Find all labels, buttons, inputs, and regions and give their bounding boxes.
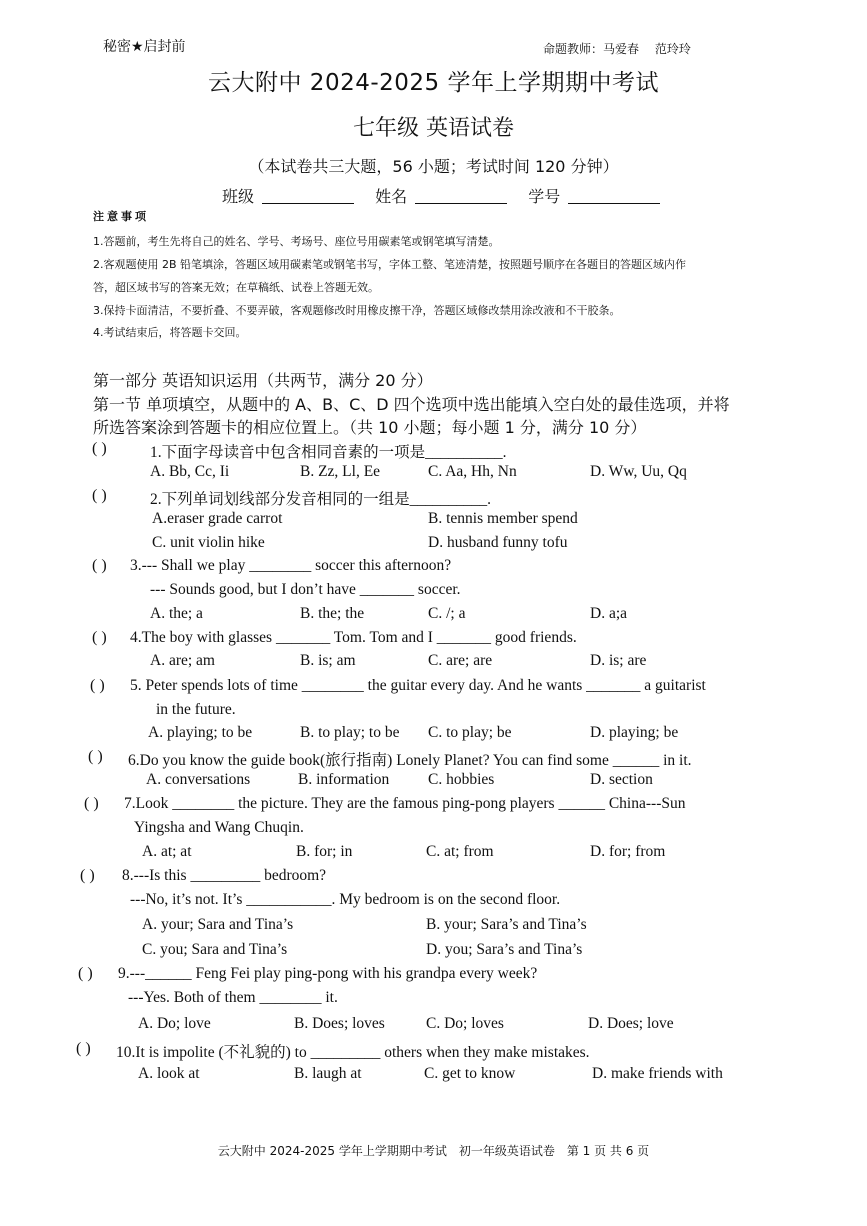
answer-option: B. laugh at (294, 1065, 362, 1082)
number-blank (568, 189, 660, 204)
note-line: 4.考试结束后，将答题卡交回。 (93, 326, 247, 339)
answer-paren: ( ) (90, 677, 105, 694)
answer-option: A. Do; love (138, 1015, 211, 1032)
section-instruction: 第一节 单项填空，从题中的 A、B、C、D 四个选项中选出能填入空白处的最佳选项，并将 (93, 395, 730, 414)
class-label: 班级 (222, 187, 255, 206)
answer-option: B. to play; to be (300, 724, 400, 741)
section-instruction: 所选答案涂到答题卡的相应位置上。（共 10 小题；每小题 1 分，满分 10 分） (93, 418, 647, 437)
answer-option: C. to play; be (428, 724, 512, 741)
question-text: 6.Do you know the guide book(旅行指南) Lonely Planet? You can find some ______ in it. (128, 752, 692, 769)
answer-option: A. look at (138, 1065, 200, 1082)
note-line: 答，超区域书写的答案无效；在草稿纸、试卷上答题无效。 (93, 281, 379, 294)
note-line: 1.答题前，考生先将自己的姓名、学号、考场号、座位号用碳素笔或钢笔填写清楚。 (93, 235, 500, 248)
question-text: ---No, it’s not. It’s ___________. My bedroom is on the second floor. (130, 891, 561, 908)
question-text: Yingsha and Wang Chuqin. (134, 819, 304, 836)
page-footer: 云大附中 2024-2025 学年上学期期中考试 初一年级英语试卷 第 1 页 共 6 页 (217, 1144, 650, 1158)
answer-option: C. /; a (428, 605, 466, 622)
answer-option: A. at; at (142, 843, 192, 860)
answer-option: C. you; Sara and Tina’s (142, 941, 288, 958)
answer-option: D. playing; be (590, 724, 679, 741)
answer-paren: ( ) (92, 629, 107, 646)
answer-option: C. Do; loves (426, 1015, 504, 1032)
answer-option: D. husband funny tofu (428, 534, 568, 551)
answer-option: B. Zz, Ll, Ee (300, 463, 381, 480)
answer-paren: ( ) (84, 795, 99, 812)
answer-paren: ( ) (92, 487, 107, 504)
question-text: in the future. (156, 701, 236, 718)
number-label: 学号 (528, 187, 561, 206)
answer-option: D. for; from (590, 843, 666, 860)
answer-option: A. playing; to be (148, 724, 253, 741)
confidential-label: 秘密★启封前 (103, 39, 186, 55)
answer-option: A.eraser grade carrot (152, 510, 283, 527)
question-text: 10.It is impolite (不礼貌的) to _________ others when they make mistakes. (116, 1044, 590, 1061)
answer-option: D. you; Sara’s and Tina’s (426, 941, 583, 958)
answer-paren: ( ) (88, 748, 103, 765)
answer-option: D. Does; love (588, 1015, 674, 1032)
answer-option: C. at; from (426, 843, 494, 860)
teachers-label: 命题教师：马爱春 范玲玲 (543, 42, 691, 56)
answer-option: B. Does; loves (294, 1015, 385, 1032)
note-line: 2.客观题使用 2B 铅笔填涂，答题区域用碳素笔或钢笔书写，字体工整、笔迹清楚，按照题号顺序在各题目的答题区域内作 (93, 258, 687, 271)
answer-option: A. are; am (150, 652, 215, 669)
answer-option: A. Bb, Cc, Ii (150, 463, 230, 480)
answer-option: C. get to know (424, 1065, 516, 1082)
answer-option: D. make friends with (592, 1065, 723, 1082)
question-text: 9.---______ Feng Fei play ping-pong with his grandpa every week? (118, 965, 538, 982)
answer-option: B. tennis member spend (428, 510, 578, 527)
answer-option: A. conversations (146, 771, 251, 788)
answer-option: C. Aa, Hh, Nn (428, 463, 517, 480)
exam-title: 云大附中 2024-2025 学年上学期期中考试 (208, 70, 659, 96)
question-text: 1.下面字母读音中包含相同音素的一项是__________. (150, 444, 507, 461)
answer-option: D. section (590, 771, 653, 788)
answer-option: C. unit violin hike (152, 534, 265, 551)
answer-paren: ( ) (92, 440, 107, 457)
answer-option: A. the; a (150, 605, 203, 622)
answer-option: C. are; are (428, 652, 493, 669)
answer-option: B. the; the (300, 605, 365, 622)
answer-option: B. your; Sara’s and Tina’s (426, 916, 587, 933)
question-text: 7.Look ________ the picture. They are the famous ping-pong players ______ China---Sun (124, 795, 686, 812)
question-text: 3.--- Shall we play ________ soccer this afternoon? (130, 557, 452, 574)
answer-option: B. for; in (296, 843, 353, 860)
question-text: 4.The boy with glasses _______ Tom. Tom and I _______ good friends. (130, 629, 577, 646)
name-label: 姓名 (375, 187, 408, 206)
student-info-row (222, 184, 676, 207)
notes-title: 注意事项 (93, 210, 149, 223)
answer-option: A. your; Sara and Tina’s (142, 916, 294, 933)
question-text: 5. Peter spends lots of time ________ the guitar every day. And he wants _______ a guitarist (130, 677, 706, 694)
question-text: --- Sounds good, but I don’t have _______ soccer. (150, 581, 461, 598)
name-blank (415, 189, 507, 204)
answer-option: C. hobbies (428, 771, 495, 788)
question-text: 2.下列单词划线部分发音相同的一组是__________. (150, 491, 492, 508)
answer-paren: ( ) (92, 557, 107, 574)
note-line: 3.保持卡面清洁，不要折叠、不要弄破，客观题修改时用橡皮擦干净，答题区域修改禁用涂改液和不干胶条。 (93, 304, 621, 317)
answer-option: D. Ww, Uu, Qq (590, 463, 687, 480)
exam-subtitle: 七年级 英语试卷 (353, 116, 514, 141)
question-text: 8.---Is this _________ bedroom? (122, 867, 327, 884)
answer-paren: ( ) (80, 867, 95, 884)
part-heading: 第一部分 英语知识运用（共两节，满分 20 分） (93, 371, 433, 390)
answer-option: B. is; am (300, 652, 356, 669)
answer-option: B. information (298, 771, 390, 788)
class-blank (262, 189, 354, 204)
answer-paren: ( ) (76, 1040, 91, 1057)
answer-option: D. is; are (590, 652, 647, 669)
question-text: ---Yes. Both of them ________ it. (128, 989, 338, 1006)
exam-info: （本试卷共三大题，56 小题；考试时间 120 分钟） (248, 157, 619, 176)
answer-option: D. a;a (590, 605, 628, 622)
answer-paren: ( ) (78, 965, 93, 982)
